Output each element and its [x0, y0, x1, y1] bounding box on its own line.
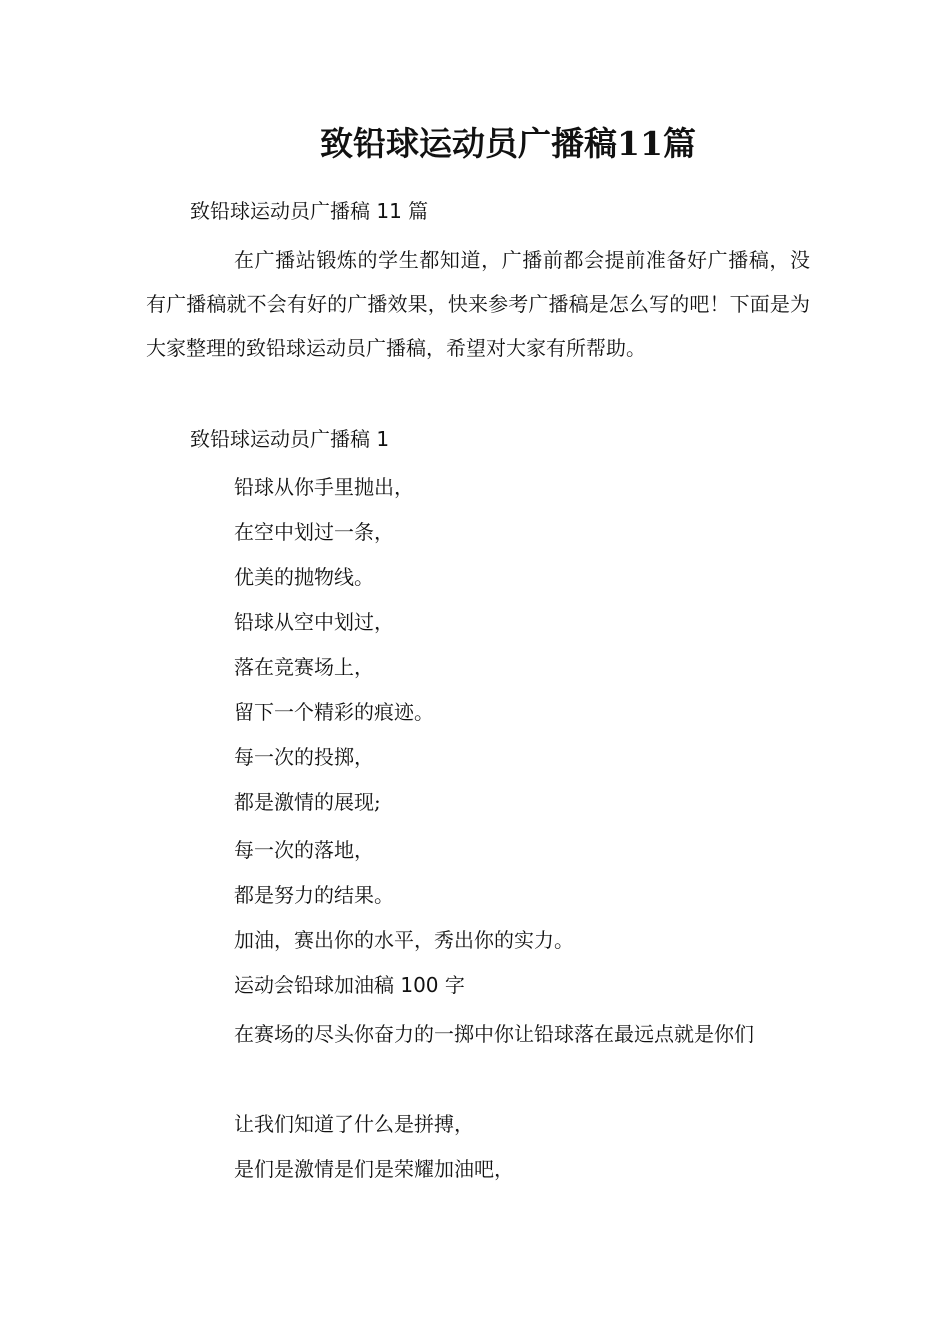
document-title: 致铅球运动员广播稿11篇 [320, 124, 696, 163]
verse-line: 加油，赛出你的水平，秀出你的实力。 [234, 928, 574, 952]
verse-line: 留下一个精彩的痕迹。 [234, 700, 434, 724]
section-heading-2: 运动会铅球加油稿 100 字 [234, 973, 465, 997]
section-heading-1: 致铅球运动员广播稿 1 [190, 427, 390, 451]
verse-line: 每一次的落地， [234, 838, 374, 862]
verse-line: 在空中划过一条， [234, 520, 394, 544]
verse-line: 让我们知道了什么是拼搏， [234, 1112, 474, 1136]
verse-line: 落在竞赛场上， [234, 655, 374, 679]
paragraph-2: 在赛场的尽头你奋力的一掷中你让铅球落在最远点就是你们 [234, 1022, 754, 1046]
document-subtitle: 致铅球运动员广播稿 11 篇 [190, 199, 429, 223]
intro-paragraph: 在广播站锻炼的学生都知道，广播前都会提前准备好广播稿，没有广播稿就不会有好的广播效果，快来参考广播稿是怎么写的吧！下面是为大家整理的致铅球运动员广播稿，希望对大家有所帮助。 [146, 248, 810, 360]
verse-line: 都是激情的展现; [234, 790, 381, 814]
verse-line: 优美的抛物线。 [234, 565, 374, 589]
verse-line: 每一次的投掷， [234, 745, 374, 769]
verse-line: 铅球从你手里抛出， [234, 475, 414, 499]
verse-line: 铅球从空中划过， [234, 610, 394, 634]
verse-line: 都是努力的结果。 [234, 883, 394, 907]
verse-line: 是们是激情是们是荣耀加油吧， [234, 1157, 514, 1181]
